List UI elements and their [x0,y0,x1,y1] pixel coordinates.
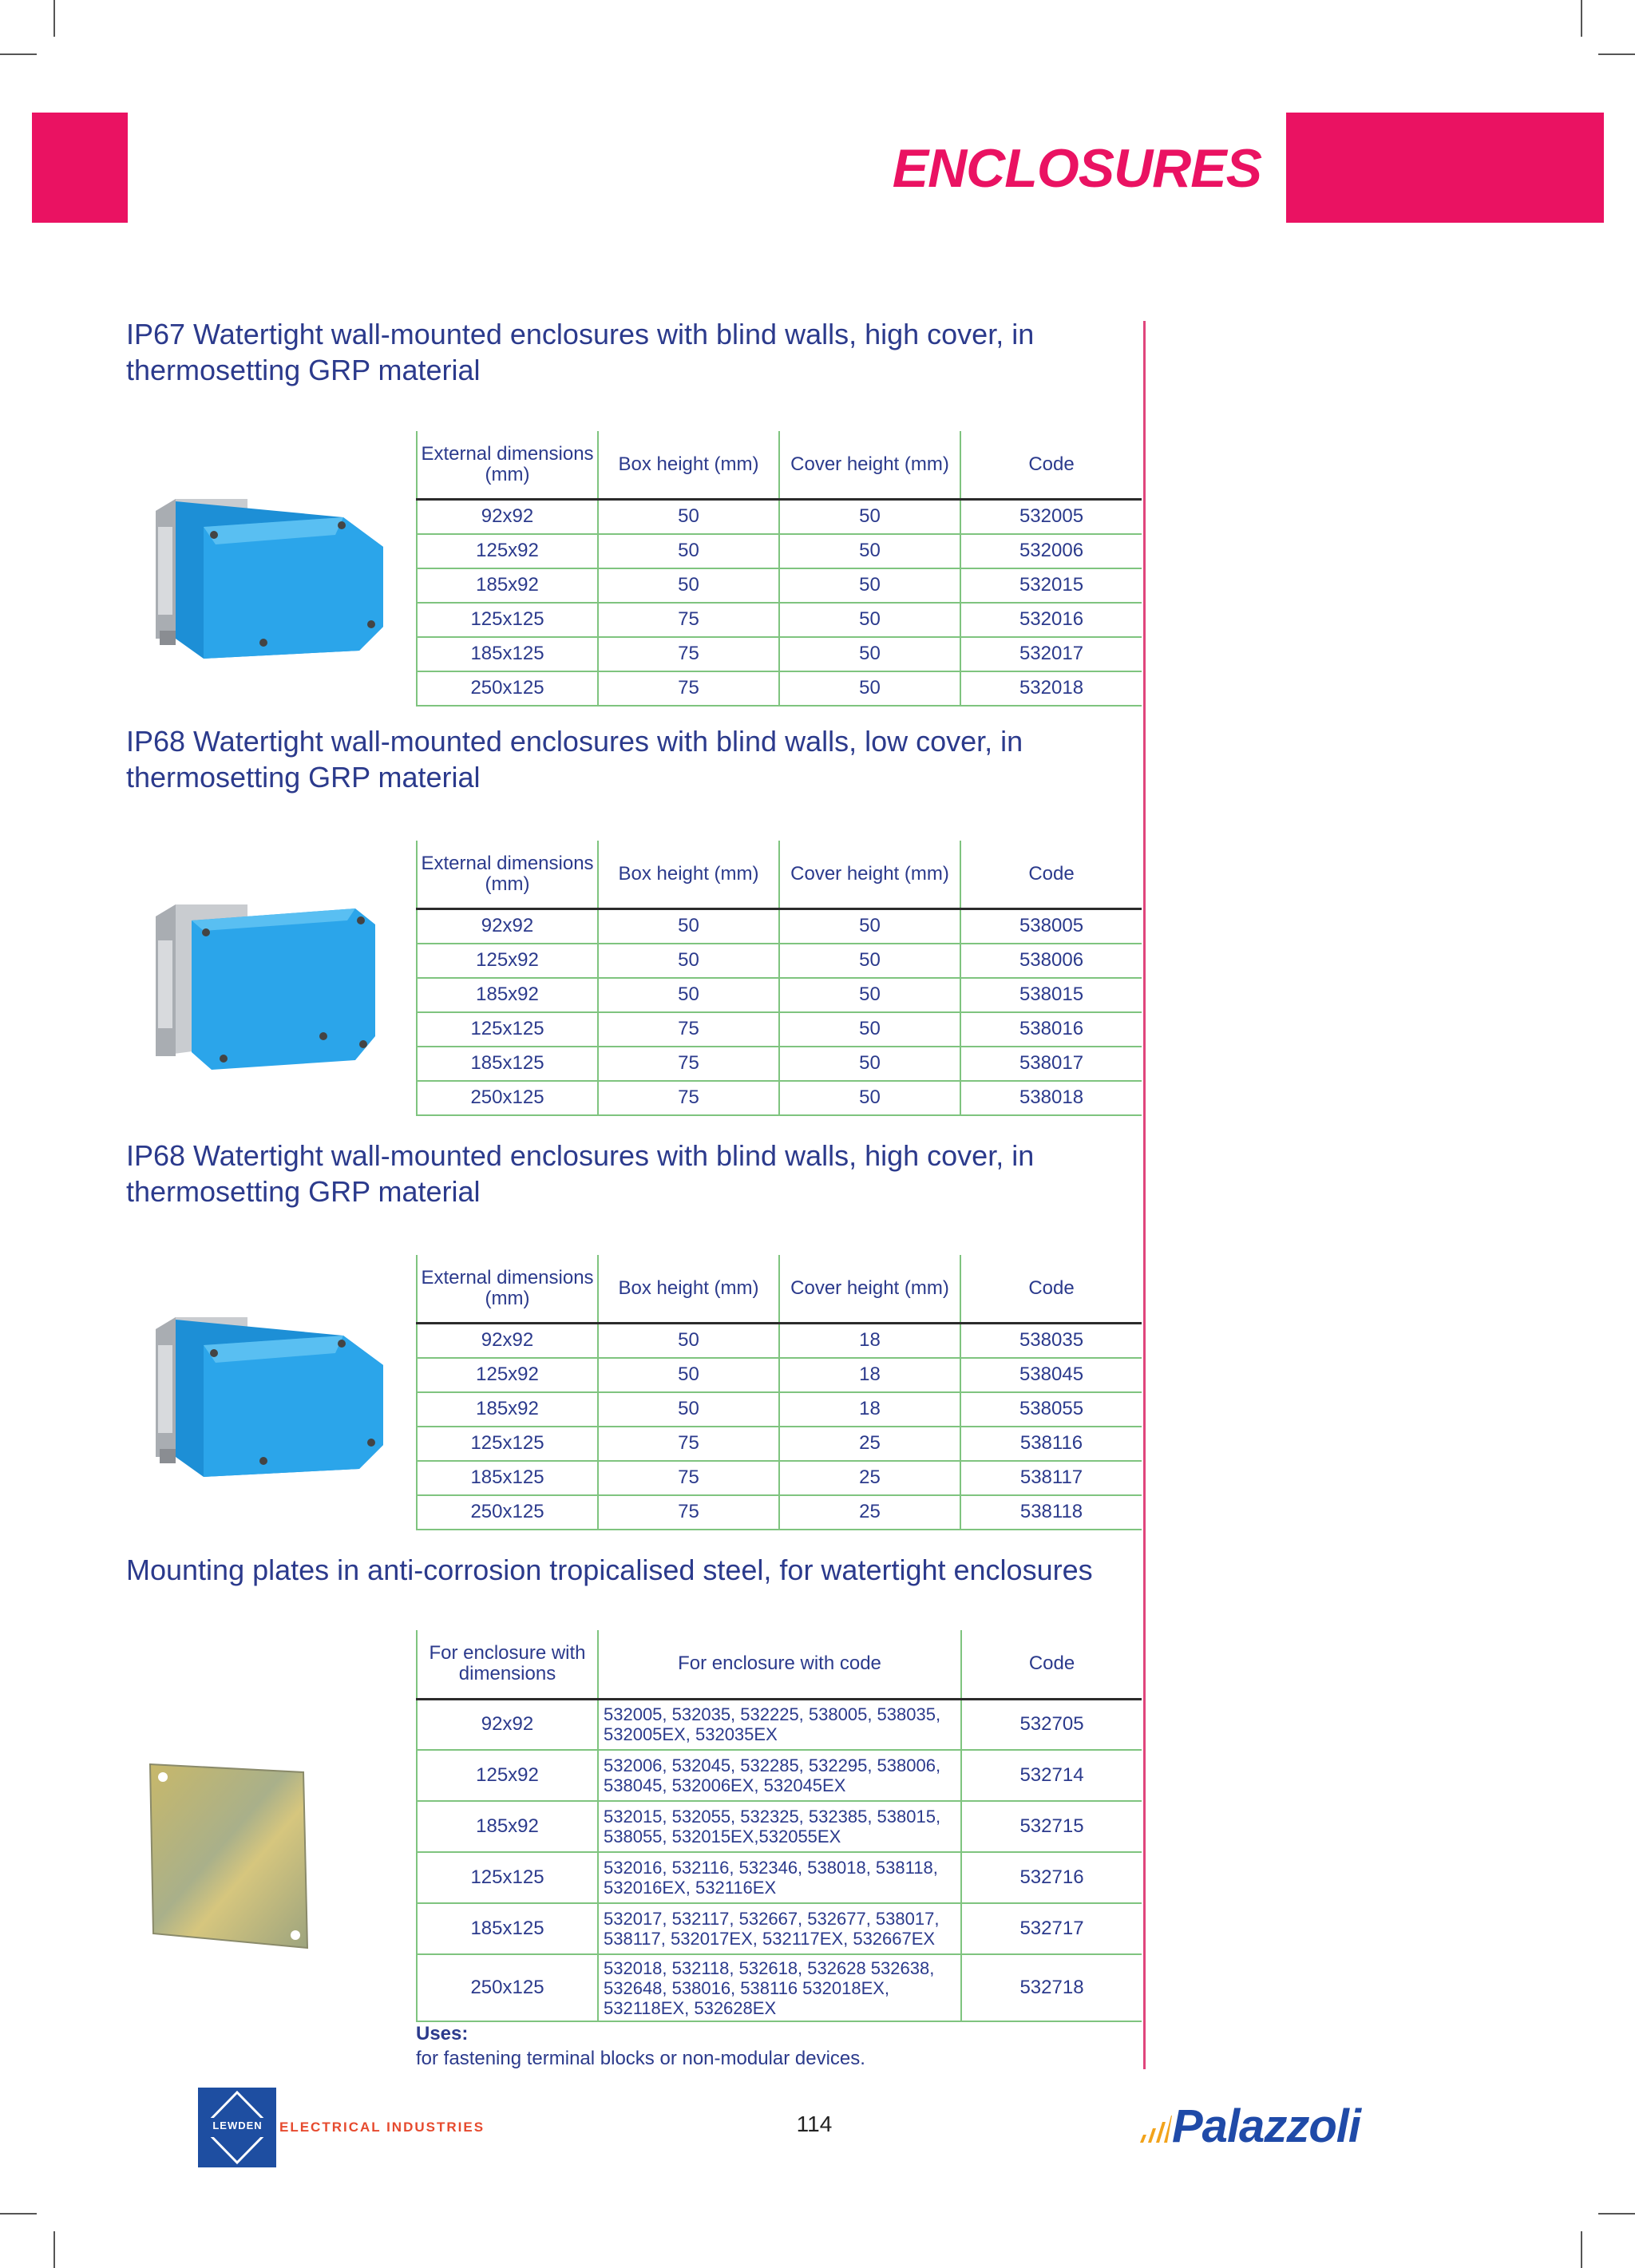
cell-code: 538117 [960,1461,1142,1495]
section-heading: Mounting plates in anti-corrosion tropicalised steel, for watertight enclosures [126,1554,1093,1586]
section-heading: IP68 Watertight wall-mounted enclosures with blind walls, low cover, in thermosetting GRP material [126,725,1023,794]
cell-code: 538118 [960,1495,1142,1530]
cell-cover-height: 18 [779,1323,960,1358]
section-heading: IP67 Watertight wall-mounted enclosures with blind walls, high cover, in thermosetting GRP material [126,318,1035,386]
table-row [417,1047,1142,1081]
cell-code: 532015 [960,568,1142,603]
cell-dimensions: 125x125 [417,1427,598,1461]
palazzoli-bars-icon [1137,2114,1172,2143]
cell-box-height: 75 [598,1461,779,1495]
cell-cover-height: 25 [779,1495,960,1530]
table-row [417,908,1142,944]
cell-box-height: 75 [598,1081,779,1115]
enclosure-high-cover-image [144,479,399,671]
table-row [417,1323,1142,1358]
table-row [417,1699,1142,1750]
crop-mark [1598,53,1635,55]
lewden-tagline: ELECTRICAL INDUSTRIES [279,2120,485,2135]
cell-box-height: 50 [598,534,779,568]
cell-code: 538016 [960,1012,1142,1047]
cell-dimensions: 125x92 [417,1358,598,1392]
crop-mark [1581,0,1582,37]
enclosure-high-cover-image [144,1297,399,1489]
uses-text: for fastening terminal blocks or non-modular devices. [416,2048,865,2069]
table-row [417,1495,1142,1530]
crop-mark [1598,2213,1635,2215]
cell-dimensions: 185x92 [417,978,598,1012]
cell-code: 538045 [960,1358,1142,1392]
uses-label: Uses: [416,2023,469,2044]
crop-mark [0,2213,37,2215]
cell-dimensions: 185x92 [417,1392,598,1427]
cell-box-height: 50 [598,1323,779,1358]
cell-box-height: 50 [598,944,779,978]
column-header: Cover height (mm) [779,431,960,499]
cell-box-height: 75 [598,1047,779,1081]
table-row [417,1427,1142,1461]
cell-dimensions: 125x125 [417,603,598,637]
cell-dimensions: 125x92 [417,534,598,568]
cell-code: 532718 [961,1954,1142,2021]
palazzoli-logo: Palazzoli [1172,2100,1360,2152]
spec-table [416,841,1142,1116]
cell-dimensions: 250x125 [417,1495,598,1530]
cell-dimensions: 185x92 [417,1801,598,1852]
column-header: Cover height (mm) [779,1255,960,1323]
cell-box-height: 75 [598,1495,779,1530]
table-row [417,637,1142,671]
cell-cover-height: 50 [779,1081,960,1115]
cell-code: 538018 [960,1081,1142,1115]
spec-table [416,431,1142,707]
cell-box-height: 75 [598,1012,779,1047]
page-title: ENCLOSURES [892,138,1261,199]
cell-enclosure-codes: 532018, 532118, 532618, 532628 532638, 532648, 538016, 538116 532018EX, 532118EX, 532628EX [598,1954,961,2021]
cell-enclosure-codes: 532005, 532035, 532225, 538005, 538035, 532005EX, 532035EX [598,1699,961,1750]
table-row [417,1801,1142,1852]
cell-cover-height: 25 [779,1427,960,1461]
cell-cover-height: 50 [779,671,960,706]
cell-dimensions: 185x125 [417,1461,598,1495]
cell-box-height: 75 [598,637,779,671]
cell-enclosure-codes: 532017, 532117, 532667, 532677, 538017, 538117, 532017EX, 532117EX, 532667EX [598,1903,961,1954]
cell-code: 532715 [961,1801,1142,1852]
table-row [417,944,1142,978]
cell-cover-height: 50 [779,534,960,568]
cell-cover-height: 18 [779,1392,960,1427]
cell-cover-height: 50 [779,603,960,637]
cell-box-height: 50 [598,499,779,534]
table-row [417,568,1142,603]
cell-cover-height: 50 [779,1047,960,1081]
section-heading: IP68 Watertight wall-mounted enclosures with blind walls, high cover, in thermosetting GRP material [126,1139,1035,1208]
header-band-left [32,113,128,223]
column-header: Cover height (mm) [779,841,960,908]
cell-cover-height: 50 [779,637,960,671]
cell-code: 532016 [960,603,1142,637]
cell-dimensions: 185x125 [417,1047,598,1081]
table-row [417,534,1142,568]
cell-box-height: 50 [598,1392,779,1427]
cell-dimensions: 125x125 [417,1012,598,1047]
table-row [417,1954,1142,2021]
cell-dimensions: 250x125 [417,1081,598,1115]
cell-dimensions: 92x92 [417,1323,598,1358]
column-header: For enclosure with code [598,1630,961,1699]
cell-enclosure-codes: 532016, 532116, 532346, 538018, 538118, 532016EX, 532116EX [598,1852,961,1903]
cell-dimensions: 250x125 [417,671,598,706]
column-header: Code [960,841,1142,908]
mounting-plates-table [416,1630,1142,2022]
cell-box-height: 75 [598,671,779,706]
column-header: External dimensions (mm) [417,431,598,499]
column-header: Box height (mm) [598,841,779,908]
cell-dimensions: 250x125 [417,1954,598,2021]
cell-dimensions: 185x125 [417,637,598,671]
cell-cover-height: 50 [779,1012,960,1047]
column-header: For enclosure with dimensions [417,1630,598,1699]
cell-code: 532717 [961,1903,1142,1954]
cell-code: 532005 [960,499,1142,534]
cell-dimensions: 185x92 [417,568,598,603]
cell-code: 538055 [960,1392,1142,1427]
cell-box-height: 75 [598,1427,779,1461]
column-header: External dimensions (mm) [417,1255,598,1323]
crop-mark [53,2231,55,2268]
column-header: Box height (mm) [598,431,779,499]
cell-code: 532017 [960,637,1142,671]
cell-dimensions: 125x125 [417,1852,598,1903]
table-row [417,1750,1142,1801]
cell-code: 538035 [960,1323,1142,1358]
cell-box-height: 50 [598,908,779,944]
lewden-wordmark: LEWDEN [212,2120,263,2131]
table-row [417,1903,1142,1954]
column-header: External dimensions (mm) [417,841,598,908]
header-band-right [1286,113,1604,223]
cell-cover-height: 25 [779,1461,960,1495]
table-row [417,1392,1142,1427]
cell-box-height: 50 [598,1358,779,1392]
table-row [417,1358,1142,1392]
cell-code: 532705 [961,1699,1142,1750]
cell-enclosure-codes: 532006, 532045, 532285, 532295, 538006, 538045, 532006EX, 532045EX [598,1750,961,1801]
mounting-plate-image [144,1756,319,1956]
cell-code: 538017 [960,1047,1142,1081]
crop-mark [1581,2231,1582,2268]
cell-box-height: 75 [598,603,779,637]
crop-mark [53,0,55,37]
cell-code: 538015 [960,978,1142,1012]
cell-cover-height: 50 [779,499,960,534]
cell-code: 538006 [960,944,1142,978]
table-row [417,978,1142,1012]
cell-dimensions: 125x92 [417,1750,598,1801]
page-number: 114 [796,2112,833,2136]
cell-cover-height: 50 [779,908,960,944]
cell-cover-height: 18 [779,1358,960,1392]
cell-dimensions: 92x92 [417,499,598,534]
cell-box-height: 50 [598,978,779,1012]
cell-code: 532714 [961,1750,1142,1801]
cell-code: 532018 [960,671,1142,706]
cell-dimensions: 125x92 [417,944,598,978]
cell-cover-height: 50 [779,944,960,978]
column-header: Code [960,431,1142,499]
column-header: Box height (mm) [598,1255,779,1323]
table-row [417,1852,1142,1903]
table-row [417,603,1142,637]
table-row [417,1461,1142,1495]
cell-code: 538116 [960,1427,1142,1461]
cell-code: 532716 [961,1852,1142,1903]
table-row [417,671,1142,706]
table-row [417,499,1142,534]
table-row [417,1012,1142,1047]
cell-code: 532006 [960,534,1142,568]
cell-enclosure-codes: 532015, 532055, 532325, 532385, 538015, 538055, 532015EX,532055EX [598,1801,961,1852]
column-header: Code [960,1255,1142,1323]
column-header: Code [961,1630,1142,1699]
crop-mark [0,53,37,55]
cell-box-height: 50 [598,568,779,603]
table-row [417,1081,1142,1115]
enclosure-low-cover-image [144,885,399,1076]
cell-dimensions: 92x92 [417,908,598,944]
cell-cover-height: 50 [779,978,960,1012]
cell-dimensions: 185x125 [417,1903,598,1954]
cell-cover-height: 50 [779,568,960,603]
spec-table [416,1255,1142,1530]
cell-dimensions: 92x92 [417,1699,598,1750]
cell-code: 538005 [960,908,1142,944]
